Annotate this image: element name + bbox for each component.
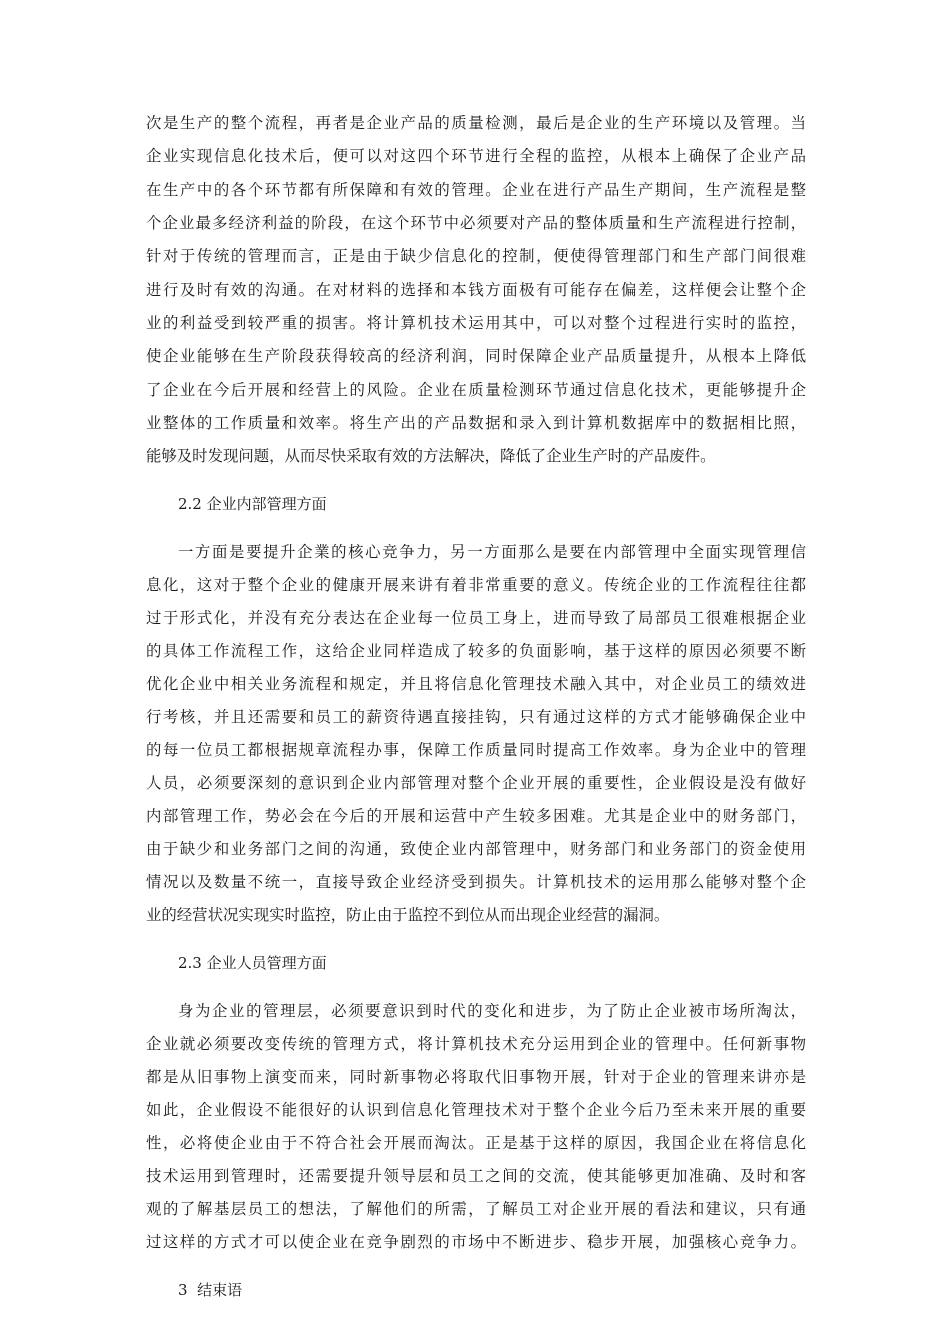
text-line: 内部管理工作，势必会在今后的开展和运营中产生较多困难。尤其是企业中的财务部门， (146, 807, 806, 825)
text-line: 使企业能够在生产阶段获得较高的经济利润，同时保障企业产品质量提升，从根本上降低 (146, 347, 806, 365)
text-line: 由于缺少和业务部门之间的沟通，致使企业内部管理中，财务部门和业务部门的资金使用 (146, 840, 806, 858)
text-line: 一方面是要提升企業的核心竞争力，另一方面那么是要在内部管理中全面实现管理信 (178, 543, 806, 561)
text-line: 企业就必须要改变传统的管理方式，将计算机技术充分运用到企业的管理中。任何新事物 (146, 1035, 806, 1053)
text-line: 能够及时发现问题，从而尽快采取有效的方法解决，降低了企业生产时的产品废件。 (146, 447, 716, 465)
text-line: 息化，这对于整个企业的健康开展来讲有着非常重要的意义。传统企业的工作流程往往都 (146, 576, 806, 594)
text-line: 业的经营状况实现实时监控，防止由于监控不到位从而出现企业经营的漏洞。 (146, 906, 670, 924)
text-line: 优化企业中相关业务流程和规定，并且将信息化管理技术融入其中，对企业员工的绩效进 (146, 675, 806, 693)
section-heading: 2.2 企业内部管理方面 (178, 495, 327, 513)
text-line: 都是从旧事物上演变而来，同时新事物必将取代旧事物开展，针对于企业的管理来讲亦是 (146, 1068, 806, 1086)
text-line: 个企业最多经济利益的阶段，在这个环节中必须要对产品的整体质量和生产流程进行控制， (146, 214, 806, 232)
text-line: 的每一位员工都根据规章流程办事，保障工作质量同时提高工作效率。身为企业中的管理 (146, 741, 806, 759)
text-line: 过这样的方式才可以使企业在竞争剧烈的市场中不断进步、稳步开展，加强核心竞争力。 (146, 1233, 806, 1251)
text-line: 行考核，并且还需要和员工的薪资待遇直接挂钩，只有通过这样的方式才能够确保企业中 (146, 708, 806, 726)
text-line: 过于形式化，并没有充分表达在企业每一位员工身上，进而导致了局部员工很难根据企业 (146, 609, 806, 627)
text-line: 性，必将使企业由于不符合社会开展而淘汰。正是基于这样的原因，我国企业在将信息化 (146, 1134, 806, 1152)
text-line: 在生产中的各个环节都有所保障和有效的管理。企业在进行产品生产期间，生产流程是整 (146, 181, 806, 199)
text-line: 企业实现信息化技术后，便可以对这四个环节进行全程的监控，从根本上确保了企业产品 (146, 147, 806, 165)
text-line: 进行及时有效的沟通。在对材料的选择和本钱方面极有可能存在偏差，这样便会让整个企 (146, 281, 806, 299)
section-heading: 2.3 企业人员管理方面 (178, 954, 327, 972)
text-line: 业整体的工作质量和效率。将生产出的产品数据和录入到计算机数据库中的数据相比照， (146, 414, 806, 432)
text-line: 观的了解基层员工的想法，了解他们的所需，了解员工对企业开展的看法和建议，只有通 (146, 1200, 806, 1218)
text-line: 的具体工作流程工作，这给企业同样造成了较多的负面影响，基于这样的原因必须要不断 (146, 642, 806, 660)
text-line: 针对于传统的管理而言，正是由于缺少信息化的控制，便使得管理部门和生产部门间很难 (146, 247, 806, 265)
text-line: 次是生产的整个流程，再者是企业产品的质量检测，最后是企业的生产环境以及管理。当 (146, 114, 806, 132)
text-line: 业的利益受到较严重的损害。将计算机技术运用其中，可以对整个过程进行实时的监控， (146, 314, 806, 332)
text-line: 情况以及数量不统一，直接导致企业经济受到损失。计算机技术的运用那么能够对整个企 (146, 873, 806, 891)
text-line: 身为企业的管理层，必须要意识到时代的变化和进步，为了防止企业被市场所淘汰， (178, 1002, 806, 1020)
text-line: 了企业在今后开展和经营上的风险。企业在质量检测环节通过信息化技术，更能够提升企 (146, 381, 806, 399)
text-line: 技术运用到管理时，还需要提升领导层和员工之间的交流，使其能够更加准确、及时和客 (146, 1167, 806, 1185)
section-heading: 3 结束语 (178, 1281, 243, 1299)
text-line: 如此，企业假设不能很好的认识到信息化管理技术对于整个企业今后乃至未来开展的重要 (146, 1101, 806, 1119)
text-line: 人员，必须要深刻的意识到企业内部管理对整个企业开展的重要性，企业假设是没有做好 (146, 774, 806, 792)
